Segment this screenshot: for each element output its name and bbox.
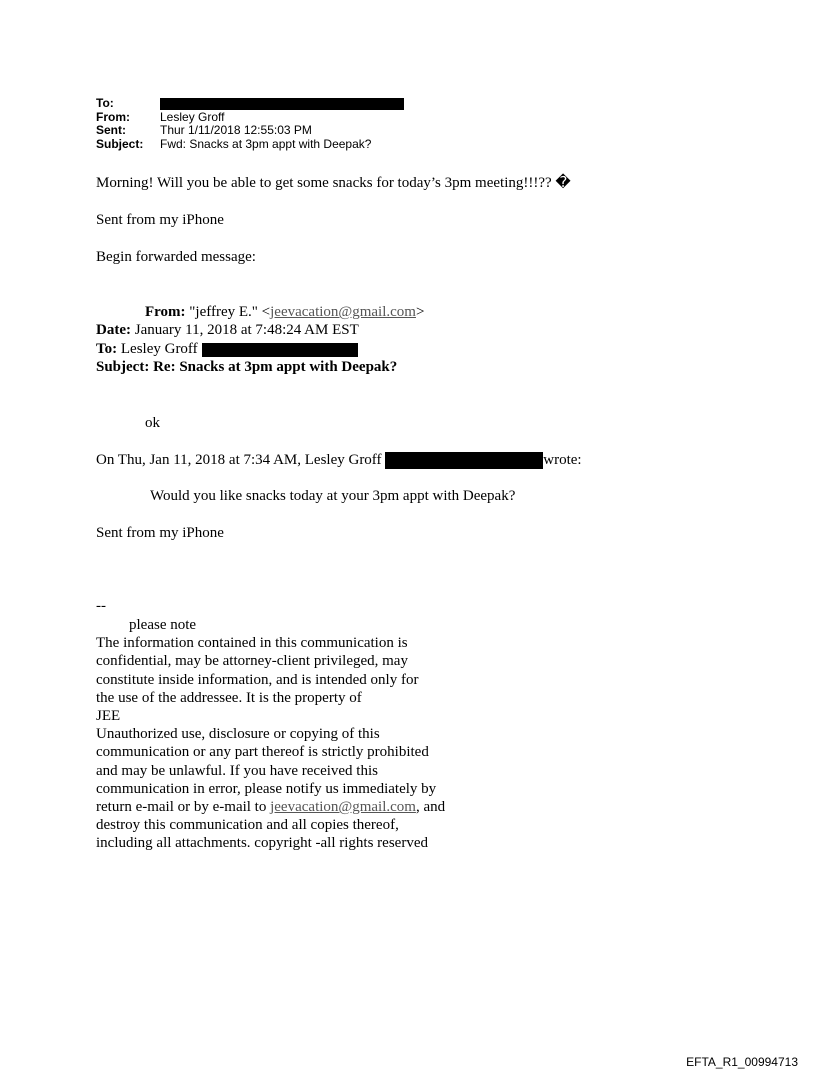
disclaimer-line: constitute inside information, and is intended only for bbox=[96, 671, 419, 688]
please-note: please note bbox=[129, 617, 197, 633]
forwarded-to-value: Lesley Groff bbox=[120, 341, 198, 357]
quoted-intro-line bbox=[96, 451, 582, 469]
disclaimer-email-prefix: return e-mail or by e-mail to bbox=[96, 799, 271, 816]
disclaimer-line: and may be unlawful. If you have received this bbox=[96, 762, 378, 779]
forwarded-to-line bbox=[96, 340, 358, 358]
forwarded-subject-label: Subject: bbox=[96, 359, 150, 375]
redaction-bar bbox=[385, 452, 543, 469]
sent-label: Sent: bbox=[96, 123, 126, 137]
disclaimer-email-line bbox=[96, 798, 445, 816]
header-sent-row bbox=[96, 124, 404, 138]
to-label: To: bbox=[96, 96, 114, 110]
disclaimer-line: JEE bbox=[96, 708, 121, 725]
forwarded-from-name: "jeffrey E." < bbox=[189, 304, 271, 320]
disclaimer-line: communication in error, please notify us immediately by bbox=[96, 780, 437, 797]
redaction-bar bbox=[160, 98, 404, 110]
quoted-intro-suffix: wrote: bbox=[543, 452, 582, 468]
signature-line: Sent from my iPhone bbox=[96, 212, 224, 228]
from-value: Lesley Groff bbox=[160, 109, 225, 124]
forward-intro: Begin forwarded message: bbox=[96, 249, 256, 265]
greeting-line: Morning! Will you be able to get some snacks for today’s 3pm meeting!!!?? � bbox=[96, 175, 571, 191]
quoted-message: Would you like snacks today at your 3pm appt with Deepak? bbox=[150, 488, 516, 504]
quoted-intro-prefix: On Thu, Jan 11, 2018 at 7:34 AM, Lesley Groff bbox=[96, 452, 382, 468]
sent-value: Thur 1/11/2018 12:55:03 PM bbox=[160, 123, 312, 137]
reply-text: ok bbox=[145, 415, 160, 431]
subject-label: Subject: bbox=[96, 136, 144, 151]
disclaimer-line: The information contained in this communication is bbox=[96, 635, 408, 652]
disclaimer-block bbox=[96, 616, 445, 853]
quoted-signature: Sent from my iPhone bbox=[96, 525, 224, 541]
disclaimer-line: confidential, may be attorney-client privileged, may bbox=[96, 653, 408, 670]
forwarded-from-email-link[interactable]: jeevacation@gmail.com bbox=[270, 304, 416, 320]
forwarded-from-label: From: bbox=[145, 304, 186, 320]
disclaimer-line: Unauthorized use, disclosure or copying of this bbox=[96, 726, 380, 743]
disclaimer-line: including all attachments. copyright -all rights reserved bbox=[96, 835, 428, 852]
forwarded-subject-value: Re: Snacks at 3pm appt with Deepak? bbox=[153, 359, 398, 375]
forwarded-date-value: January 11, 2018 at 7:48:24 AM EST bbox=[134, 322, 359, 338]
redaction-bar bbox=[202, 343, 358, 357]
email-header bbox=[96, 97, 404, 151]
forwarded-from-close: > bbox=[415, 304, 425, 320]
disclaimer-email-suffix: , and bbox=[415, 799, 446, 816]
header-subject-row bbox=[96, 138, 404, 152]
forwarded-from-line bbox=[145, 303, 424, 321]
disclaimer-line: communication or any part thereof is strictly prohibited bbox=[96, 744, 429, 761]
document-id: EFTA_R1_00994713 bbox=[686, 1055, 798, 1069]
disclaimer-email-link[interactable]: jeevacation@gmail.com bbox=[270, 799, 416, 816]
subject-value: Fwd: Snacks at 3pm appt with Deepak? bbox=[160, 136, 372, 151]
disclaimer-line: the use of the addressee. It is the property of bbox=[96, 689, 362, 706]
forwarded-date-line bbox=[96, 321, 359, 339]
forwarded-subject-line bbox=[96, 358, 397, 376]
signature-separator: -- bbox=[96, 598, 106, 614]
header-to-row bbox=[96, 97, 404, 111]
forwarded-to-label: To: bbox=[96, 341, 118, 357]
header-from-row bbox=[96, 111, 404, 125]
disclaimer-line: destroy this communication and all copies thereof, bbox=[96, 817, 399, 834]
from-label: From: bbox=[96, 109, 130, 124]
forwarded-date-label: Date: bbox=[96, 322, 131, 338]
